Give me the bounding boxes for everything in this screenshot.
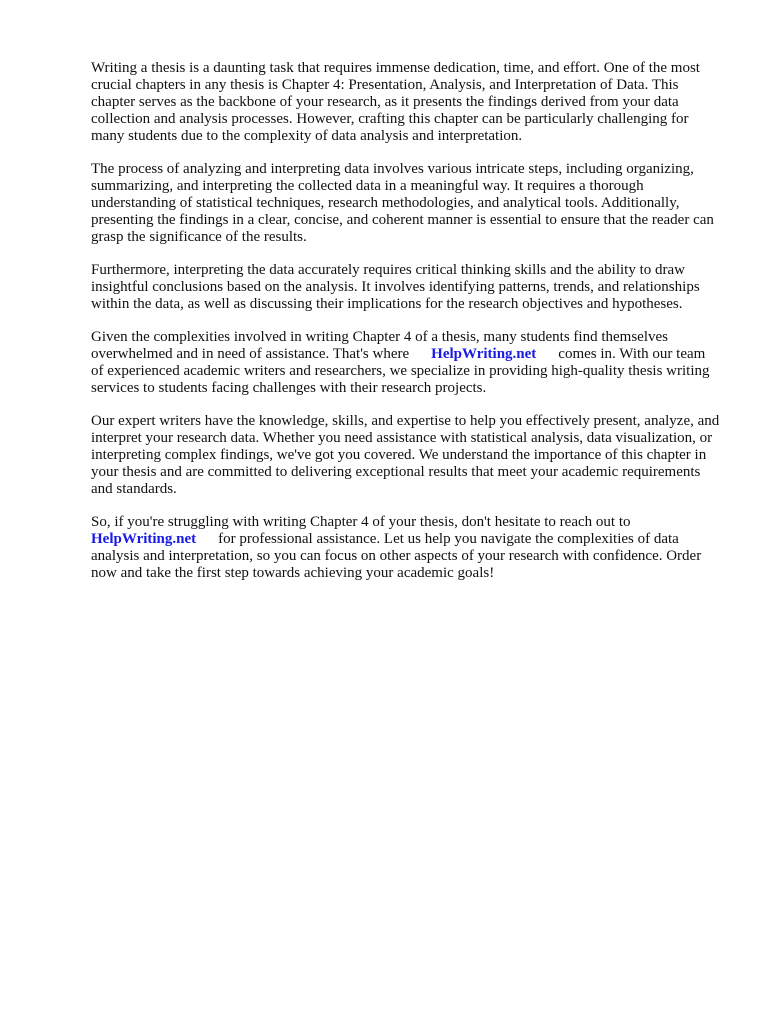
paragraph-call-to-action [91,514,721,582]
paragraph-process: The process of analyzing and interpreting data involves various intricate steps, including organizing, summarizing, and interpreting the collected data in a meaningful way. It requires a thorough understanding of statistical techniques, research methodologies, and analytical tools. Additionally, presenting the findings in a clear, concise, and coherent manner is essential to ensure that the reader can grasp the significance of the results. [91,161,714,245]
paragraph-expert-writers: Our expert writers have the knowledge, skills, and expertise to help you effectively present, analyze, and interpret your research data. Whether you need assistance with statistical analysis, data visualization, or interpreting complex findings, we've got you covered. We understand the importance of this chapter in your thesis and are committed to delivering exceptional results that meet your academic requirements and standards. [91,413,720,497]
paragraph-interpretation: Furthermore, interpreting the data accurately requires critical thinking skills and the ability to draw insightful conclusions based on the analysis. It involves identifying patterns, trends, and relationships within the data, as well as discussing their implications for the research objectives and hypotheses. [91,262,700,312]
paragraph-call-to-action-continuation: for professional assistance. Let us help you navigate the complexities of data analysis and interpretation, so you can focus on other aspects of your research with confidence. Order now and take the first step towards achieving your academic goals! [91,531,702,581]
paragraph-call-to-action-text: So, if you're struggling with writing Chapter 4 of your thesis, don't hesitate to reach out to [91,514,631,530]
paragraph-service-intro-continuation: comes in. With our team of experienced academic writers and researchers, we specialize in providing high-quality thesis writing services to students facing challenges with their research projects. [91,346,710,396]
paragraph-service-intro [91,329,721,397]
helpwriting-link[interactable]: HelpWriting.net [431,346,537,362]
helpwriting-link-cta[interactable]: HelpWriting.net [91,531,197,547]
paragraph-service-intro-text: Given the complexities involved in writing Chapter 4 of a thesis, many students find themselves overwhelmed and in need of assistance. That's where [91,329,668,362]
document-page [91,60,721,598]
paragraph-intro: Writing a thesis is a daunting task that requires immense dedication, time, and effort. One of the most crucial chapters in any thesis is Chapter 4: Presentation, Analysis, and Interpretation of Data. This chapter serves as the backbone of your research, as it presents the findings derived from your data collection and analysis processes. However, crafting this chapter can be particularly challenging for many students due to the complexity of data analysis and interpretation. [91,60,700,144]
